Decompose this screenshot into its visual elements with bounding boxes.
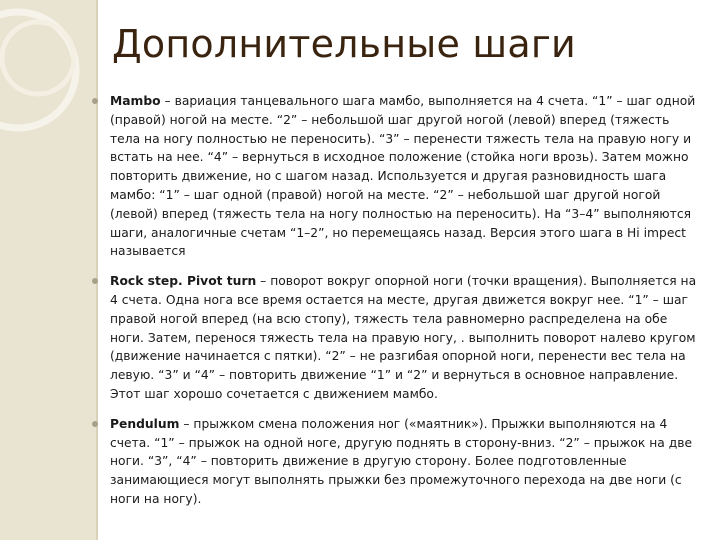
item-description: – прыжком смена положения ног («маятник»). Прыжки выполняются на 4 счета. “1” – прыжок на одной ноге, другую поднять в сторону-вниз. “2” – прыжок на две ноги. “3”, “4” – повторить движение в другую сторону. Более подготовленные занимающиеся могут выполнять прыжки без промежуточного перехода на две ноги (с ноги на ногу).: [110, 416, 693, 506]
bullet-icon: [92, 278, 98, 284]
item-term: Pendulum: [110, 416, 180, 431]
bullet-icon: [92, 98, 98, 104]
item-description: – вариация танцевального шага мамбо, выполняется на 4 счета. “1” – шаг одной (правой) ногой на месте. “2” – небольшой шаг другой ногой (левой) вперед (тяжесть тела на ногу полностью не переносить). “3” – перенести тяжесть тела на правую ногу и встать на нее. “4” – вернуться в исходное положение (стойка ноги врозь). Затем можно повторить движение, но с шагом назад. Используется и другая разновидность шага мамбо: “1” – шаг одной (правой) ногой на месте. “2” – небольшой шаг другой ногой (левой) вперед (тяжесть тела на ногу полностью на переносить). На “3–4” выполняются шаги, аналогичные счетам “1–2”, но перемещаясь назад. Версия этого шага в Hi impect называется: [110, 94, 696, 259]
decorative-ring-small: [2, 22, 74, 94]
item-term: Rock step. Pivot turn: [110, 274, 257, 289]
decorative-ring-large: [0, 12, 76, 128]
item-description: – поворот вокруг опорной ноги (точки вращения). Выполняется на 4 счета. Одна нога все время остается на месте, другая движется вокруг нее. “1” – шаг правой ногой вперед (на всю стопу), тяжесть тела равномерно распределена на обе ноги. Затем, перенося тяжесть тела на правую ногу, . выполнить поворот налево кругом (движение начинается с пятки). “2” – не разгибая опорной ноги, перенести вес тела на левую. “3” и “4” – повторить движение “1” и “2” и вернуться в основное направление. Этот шаг хорошо сочетается с движением мамбо.: [110, 274, 697, 401]
slide-title: Дополнительные шаги: [112, 22, 576, 66]
list-item: [90, 415, 702, 509]
list-item: [90, 272, 702, 404]
bullet-list: [90, 92, 702, 520]
item-term: Mambo: [110, 94, 161, 108]
bullet-icon: [92, 421, 98, 427]
list-item: [90, 92, 702, 261]
